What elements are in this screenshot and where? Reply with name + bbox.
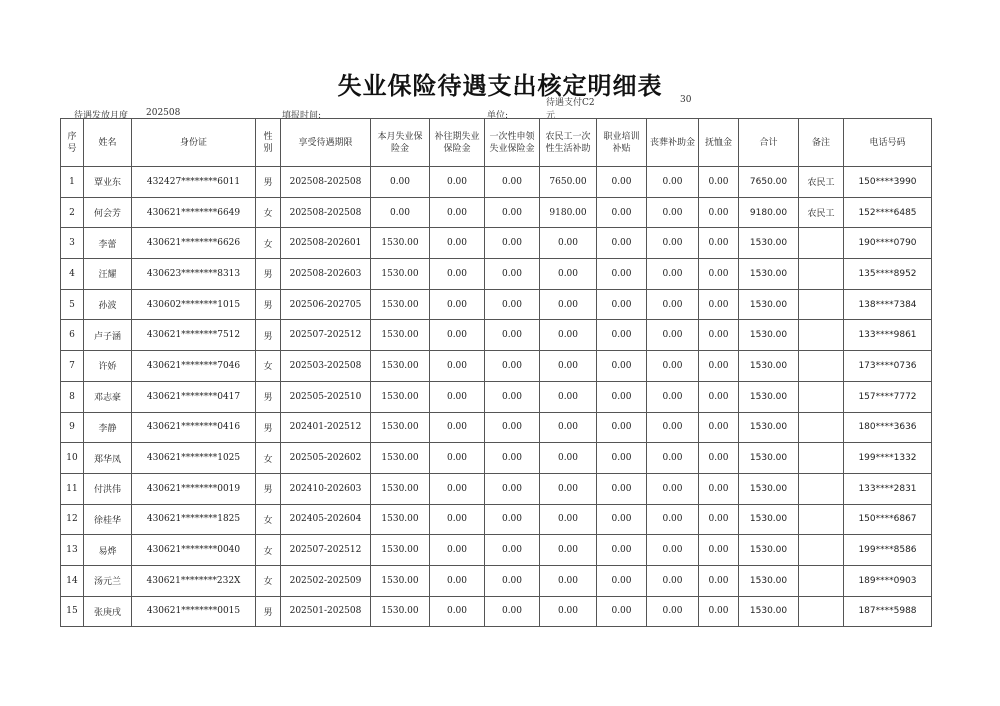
pay-month-label: 待遇发放月度 [74,111,129,121]
cell-sex: 女 [256,565,281,596]
cell-note: 农民工 [799,197,844,228]
header-col-id: 身份证 [132,119,256,167]
cell-migrant: 0.00 [540,504,597,535]
table-row [61,443,932,474]
cell-total: 1530.00 [739,259,799,290]
cell-id: 430621********6626 [132,228,256,259]
cell-back: 0.00 [430,228,485,259]
cell-period: 202405-202604 [281,504,371,535]
cell-note [799,320,844,351]
header-col-once-benefit: 一次性申领失业保险金 [485,119,540,167]
cell-total: 1530.00 [739,381,799,412]
cell-id: 432427********6011 [132,167,256,198]
cell-name: 张庚戌 [84,596,132,627]
cell-back: 0.00 [430,351,485,382]
cell-period: 202410-202603 [281,473,371,504]
cell-train: 0.00 [597,351,647,382]
cell-period: 202508-202603 [281,259,371,290]
cell-once: 0.00 [485,351,540,382]
cell-no: 8 [61,381,84,412]
cell-cur: 0.00 [371,167,430,198]
cell-pension: 0.00 [699,473,739,504]
cell-pension: 0.00 [699,197,739,228]
cell-back: 0.00 [430,259,485,290]
cell-id: 430621********1825 [132,504,256,535]
cell-funeral: 0.00 [647,197,699,228]
cell-back: 0.00 [430,504,485,535]
cell-id: 430621********232X [132,565,256,596]
cell-phone: 189****0903 [844,565,932,596]
cell-pension: 0.00 [699,565,739,596]
cell-train: 0.00 [597,504,647,535]
cell-period: 202507-202512 [281,320,371,351]
table-row [61,535,932,566]
cell-migrant: 0.00 [540,565,597,596]
cell-no: 2 [61,197,84,228]
cell-name: 易烨 [84,535,132,566]
table-row [61,412,932,443]
cell-pension: 0.00 [699,351,739,382]
cell-cur: 1530.00 [371,443,430,474]
cell-period: 202508-202508 [281,197,371,228]
payment-label: 待遇支付C2 [546,98,595,108]
table-row [61,320,932,351]
cell-total: 1530.00 [739,289,799,320]
cell-total: 1530.00 [739,565,799,596]
cell-phone: 150****3990 [844,167,932,198]
cell-note [799,259,844,290]
cell-sex: 女 [256,443,281,474]
cell-sex: 女 [256,504,281,535]
cell-note [799,504,844,535]
cell-name: 许娇 [84,351,132,382]
cell-note [799,351,844,382]
cell-once: 0.00 [485,473,540,504]
cell-pension: 0.00 [699,289,739,320]
cell-once: 0.00 [485,596,540,627]
header-col-funeral-subsidy: 丧葬补助金 [647,119,699,167]
cell-period: 202507-202512 [281,535,371,566]
cell-back: 0.00 [430,596,485,627]
table-row [61,228,932,259]
cell-period: 202502-202509 [281,565,371,596]
table-row [61,259,932,290]
cell-cur: 1530.00 [371,351,430,382]
cell-pension: 0.00 [699,381,739,412]
cell-total: 1530.00 [739,320,799,351]
cell-id: 430602********1015 [132,289,256,320]
cell-name: 徐桂华 [84,504,132,535]
cell-period: 202503-202508 [281,351,371,382]
header-col-back-benefit: 补往期失业保险金 [430,119,485,167]
cell-no: 11 [61,473,84,504]
cell-name: 覃业东 [84,167,132,198]
table-row [61,167,932,198]
cell-once: 0.00 [485,259,540,290]
header-col-pension: 抚恤金 [699,119,739,167]
cell-id: 430621********1025 [132,443,256,474]
cell-sex: 男 [256,596,281,627]
cell-train: 0.00 [597,289,647,320]
cell-cur: 1530.00 [371,596,430,627]
cell-sex: 男 [256,289,281,320]
cell-period: 202501-202508 [281,596,371,627]
cell-id: 430621********7046 [132,351,256,382]
cell-name: 何会芳 [84,197,132,228]
cell-no: 3 [61,228,84,259]
cell-funeral: 0.00 [647,167,699,198]
cell-funeral: 0.00 [647,504,699,535]
cell-back: 0.00 [430,381,485,412]
cell-back: 0.00 [430,443,485,474]
cell-migrant: 0.00 [540,412,597,443]
cell-period: 202505-202602 [281,443,371,474]
cell-migrant: 0.00 [540,320,597,351]
cell-migrant: 0.00 [540,596,597,627]
cell-pension: 0.00 [699,412,739,443]
cell-sex: 男 [256,167,281,198]
cell-no: 1 [61,167,84,198]
cell-note [799,473,844,504]
cell-note [799,565,844,596]
cell-sex: 男 [256,412,281,443]
cell-once: 0.00 [485,443,540,474]
cell-total: 9180.00 [739,197,799,228]
cell-once: 0.00 [485,320,540,351]
cell-migrant: 0.00 [540,381,597,412]
header-col-name: 姓名 [84,119,132,167]
cell-total: 1530.00 [739,351,799,382]
cell-funeral: 0.00 [647,535,699,566]
cell-back: 0.00 [430,289,485,320]
cell-train: 0.00 [597,197,647,228]
cell-note [799,289,844,320]
cell-funeral: 0.00 [647,565,699,596]
cell-train: 0.00 [597,320,647,351]
cell-cur: 1530.00 [371,289,430,320]
cell-phone: 190****0790 [844,228,932,259]
cell-sex: 女 [256,228,281,259]
cell-phone: 199****8586 [844,535,932,566]
cell-once: 0.00 [485,504,540,535]
table-row [61,381,932,412]
cell-train: 0.00 [597,228,647,259]
cell-funeral: 0.00 [647,443,699,474]
cell-no: 12 [61,504,84,535]
cell-period: 202401-202512 [281,412,371,443]
cell-once: 0.00 [485,167,540,198]
cell-back: 0.00 [430,565,485,596]
unit-label: 单位: [487,111,509,121]
cell-train: 0.00 [597,167,647,198]
cell-id: 430621********7512 [132,320,256,351]
header-col-migrant-subsidy: 农民工一次性生活补助 [540,119,597,167]
cell-phone: 173****0736 [844,351,932,382]
cell-sex: 男 [256,381,281,412]
table-row [61,289,932,320]
table-row [61,473,932,504]
cell-cur: 0.00 [371,197,430,228]
header-row [61,119,932,167]
cell-migrant: 0.00 [540,259,597,290]
cell-sex: 女 [256,351,281,382]
cell-train: 0.00 [597,381,647,412]
cell-train: 0.00 [597,259,647,290]
cell-back: 0.00 [430,167,485,198]
pay-month-value: 202508 [146,108,181,118]
cell-no: 5 [61,289,84,320]
cell-id: 430621********6649 [132,197,256,228]
cell-sex: 男 [256,320,281,351]
cell-note: 农民工 [799,167,844,198]
cell-id: 430621********0019 [132,473,256,504]
cell-sex: 女 [256,535,281,566]
cell-pension: 0.00 [699,443,739,474]
cell-once: 0.00 [485,289,540,320]
cell-cur: 1530.00 [371,504,430,535]
cell-total: 7650.00 [739,167,799,198]
cell-no: 9 [61,412,84,443]
cell-once: 0.00 [485,197,540,228]
cell-migrant: 9180.00 [540,197,597,228]
cell-sex: 男 [256,259,281,290]
cell-phone: 187****5988 [844,596,932,627]
cell-train: 0.00 [597,473,647,504]
cell-period: 202506-202705 [281,289,371,320]
cell-id: 430621********0015 [132,596,256,627]
cell-back: 0.00 [430,320,485,351]
cell-note [799,535,844,566]
cell-pension: 0.00 [699,596,739,627]
cell-funeral: 0.00 [647,596,699,627]
header-col-sex: 性别 [256,119,281,167]
cell-once: 0.00 [485,412,540,443]
cell-note [799,228,844,259]
cell-period: 202505-202510 [281,381,371,412]
cell-train: 0.00 [597,443,647,474]
cell-sex: 女 [256,197,281,228]
cell-funeral: 0.00 [647,228,699,259]
cell-id: 430621********0416 [132,412,256,443]
payment-value: 30 [680,95,692,105]
cell-funeral: 0.00 [647,320,699,351]
cell-total: 1530.00 [739,228,799,259]
cell-total: 1530.00 [739,504,799,535]
cell-pension: 0.00 [699,167,739,198]
cell-sex: 男 [256,473,281,504]
cell-funeral: 0.00 [647,473,699,504]
header-col-no: 序号 [61,119,84,167]
unit-value: 元 [546,111,556,121]
cell-note [799,443,844,474]
cell-once: 0.00 [485,535,540,566]
cell-period: 202508-202601 [281,228,371,259]
cell-migrant: 0.00 [540,535,597,566]
cell-phone: 133****9861 [844,320,932,351]
cell-train: 0.00 [597,412,647,443]
fill-time-label: 填报时间: [282,111,322,121]
cell-pension: 0.00 [699,259,739,290]
cell-period: 202508-202508 [281,167,371,198]
header-col-total: 合计 [739,119,799,167]
cell-cur: 1530.00 [371,535,430,566]
cell-id: 430621********0040 [132,535,256,566]
cell-pension: 0.00 [699,504,739,535]
table-row [61,197,932,228]
cell-cur: 1530.00 [371,259,430,290]
cell-funeral: 0.00 [647,412,699,443]
cell-name: 汤元兰 [84,565,132,596]
cell-migrant: 0.00 [540,228,597,259]
cell-phone: 152****6485 [844,197,932,228]
cell-funeral: 0.00 [647,381,699,412]
cell-back: 0.00 [430,412,485,443]
header-col-training-subsidy: 职业培训补贴 [597,119,647,167]
cell-migrant: 7650.00 [540,167,597,198]
header-col-phone: 电话号码 [844,119,932,167]
cell-phone: 133****2831 [844,473,932,504]
cell-total: 1530.00 [739,473,799,504]
cell-no: 7 [61,351,84,382]
table-row [61,351,932,382]
cell-no: 13 [61,535,84,566]
cell-pension: 0.00 [699,320,739,351]
cell-pension: 0.00 [699,535,739,566]
cell-train: 0.00 [597,535,647,566]
table-row [61,504,932,535]
cell-name: 邓志豪 [84,381,132,412]
header-col-note: 备注 [799,119,844,167]
cell-funeral: 0.00 [647,259,699,290]
cell-no: 15 [61,596,84,627]
cell-migrant: 0.00 [540,473,597,504]
cell-total: 1530.00 [739,535,799,566]
cell-name: 付洪伟 [84,473,132,504]
cell-cur: 1530.00 [371,473,430,504]
cell-train: 0.00 [597,565,647,596]
cell-once: 0.00 [485,565,540,596]
cell-back: 0.00 [430,535,485,566]
cell-funeral: 0.00 [647,351,699,382]
cell-train: 0.00 [597,596,647,627]
cell-cur: 1530.00 [371,320,430,351]
cell-once: 0.00 [485,381,540,412]
cell-note [799,596,844,627]
header-col-period: 享受待遇期限 [281,119,371,167]
cell-name: 郑华凤 [84,443,132,474]
cell-funeral: 0.00 [647,289,699,320]
cell-phone: 135****8952 [844,259,932,290]
table-row [61,596,932,627]
cell-migrant: 0.00 [540,289,597,320]
cell-cur: 1530.00 [371,412,430,443]
cell-migrant: 0.00 [540,351,597,382]
cell-name: 孙波 [84,289,132,320]
cell-phone: 150****6867 [844,504,932,535]
header-col-current-benefit: 本月失业保险金 [371,119,430,167]
cell-name: 汪耀 [84,259,132,290]
cell-phone: 180****3636 [844,412,932,443]
cell-cur: 1530.00 [371,565,430,596]
cell-note [799,412,844,443]
cell-migrant: 0.00 [540,443,597,474]
benefit-detail-table [60,118,932,627]
cell-back: 0.00 [430,197,485,228]
cell-no: 6 [61,320,84,351]
cell-total: 1530.00 [739,412,799,443]
cell-id: 430621********0417 [132,381,256,412]
cell-name: 李蕾 [84,228,132,259]
cell-id: 430623********8313 [132,259,256,290]
cell-phone: 157****7772 [844,381,932,412]
cell-no: 4 [61,259,84,290]
cell-no: 14 [61,565,84,596]
cell-once: 0.00 [485,228,540,259]
cell-phone: 199****1332 [844,443,932,474]
cell-pension: 0.00 [699,228,739,259]
cell-total: 1530.00 [739,596,799,627]
cell-no: 10 [61,443,84,474]
page-title: 失业保险待遇支出核定明细表 [337,72,663,100]
cell-cur: 1530.00 [371,381,430,412]
cell-note [799,381,844,412]
cell-phone: 138****7384 [844,289,932,320]
cell-name: 李静 [84,412,132,443]
table-row [61,565,932,596]
cell-cur: 1530.00 [371,228,430,259]
cell-name: 卢子涵 [84,320,132,351]
cell-back: 0.00 [430,473,485,504]
cell-total: 1530.00 [739,443,799,474]
